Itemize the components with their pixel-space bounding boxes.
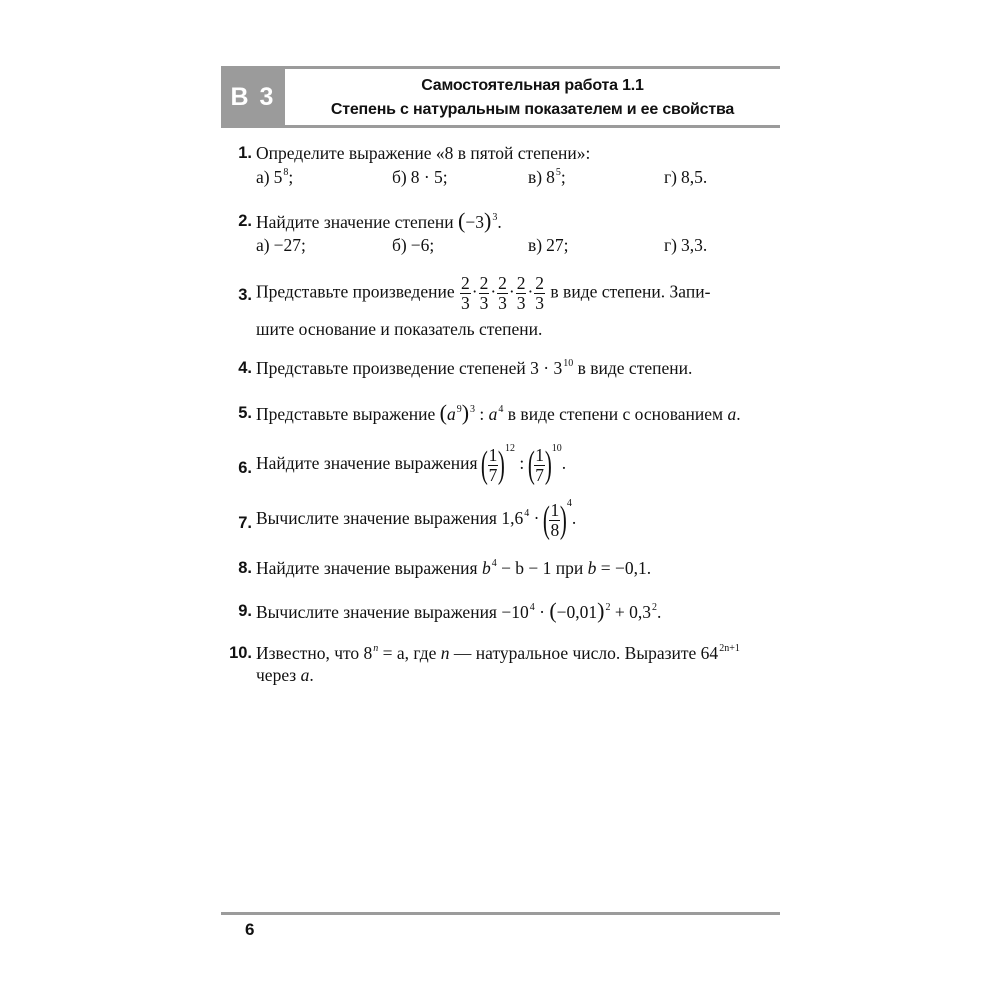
problem-number: 6. [238,459,252,477]
problem-text: Найдите значение выражения ( $\frac{1}{7}$ )$^{12}$ : ( $\frac{1}{7}$ )$^{10}$. [256,443,567,486]
problem-text: Найдите значение выражения $b^4 - b - 1$ при b = −0,1. [256,558,652,578]
option-b: б) −6; [392,235,435,255]
problem-number: 7. [238,514,252,532]
problem-text-line-2: через a. [256,665,314,685]
page-number: 6 [245,920,255,939]
option-a: а) $5^8$; [256,167,294,187]
title-line-1: Самостоятельная работа 1.1 [421,77,644,94]
problem-number: 10. [229,644,252,662]
option-c: в) 27; [528,235,569,255]
problem-number: 1. [238,144,252,162]
header-top-rule [221,66,780,69]
footer-rule [221,912,780,915]
problem-number: 4. [238,359,252,377]
answer-options [256,166,776,188]
option-d: г) 8,5. [664,167,708,187]
problem-text: Вычислите значение выражения $-10^4 \cdot (-0,01)^2 + 0,3^2$. [256,598,662,623]
problem-number: 9. [238,602,252,620]
problem-number: 8. [238,559,252,577]
problem-text: Найдите значение степени $(-3)^3$. [256,208,502,233]
problem-text: Представьте произведение $\frac{2}{3}$ · $\frac{2}{3}$ · $\frac{2}{3}$ · $\frac{2}{3}$ · $\frac{2}{3}$ в виде степени. Запи- [256,273,711,313]
problem-text: Вычислите значение выражения $1,6^4$ · ( $\frac{1}{8}$ )$^4$. [256,498,577,541]
answer-options [256,234,776,256]
problem-text: Определите выражение «8 в пятой степени»: [256,143,591,163]
problem-text: Представьте произведение степеней $3 \cdot 3^{10}$ в виде степени. [256,358,693,378]
option-b: б) 8 · 5; [392,167,448,187]
problem-text: Представьте выражение $(a^9)^3$ : $a^4$ в виде степени с основанием a. [256,400,741,425]
problem-text-line-2: шите основание и показатель степени. [256,319,543,339]
problem-number: 5. [238,404,252,422]
header-bottom-rule [221,125,780,128]
problem-number: 3. [238,286,252,304]
worksheet-title [285,74,780,122]
variant-badge: В 3 [221,66,285,128]
option-d: г) 3,3. [664,235,708,255]
option-c: в) $8^5$; [528,167,566,187]
problem-number: 2. [238,212,252,230]
title-line-2: Степень с натуральным показателем и ее свойства [330,101,735,118]
option-a: а) −27; [256,235,306,255]
problem-text: Известно, что 8$^n$ = a, где n — натуральное число. Выразите $64^{2n+1}$ [256,643,740,663]
